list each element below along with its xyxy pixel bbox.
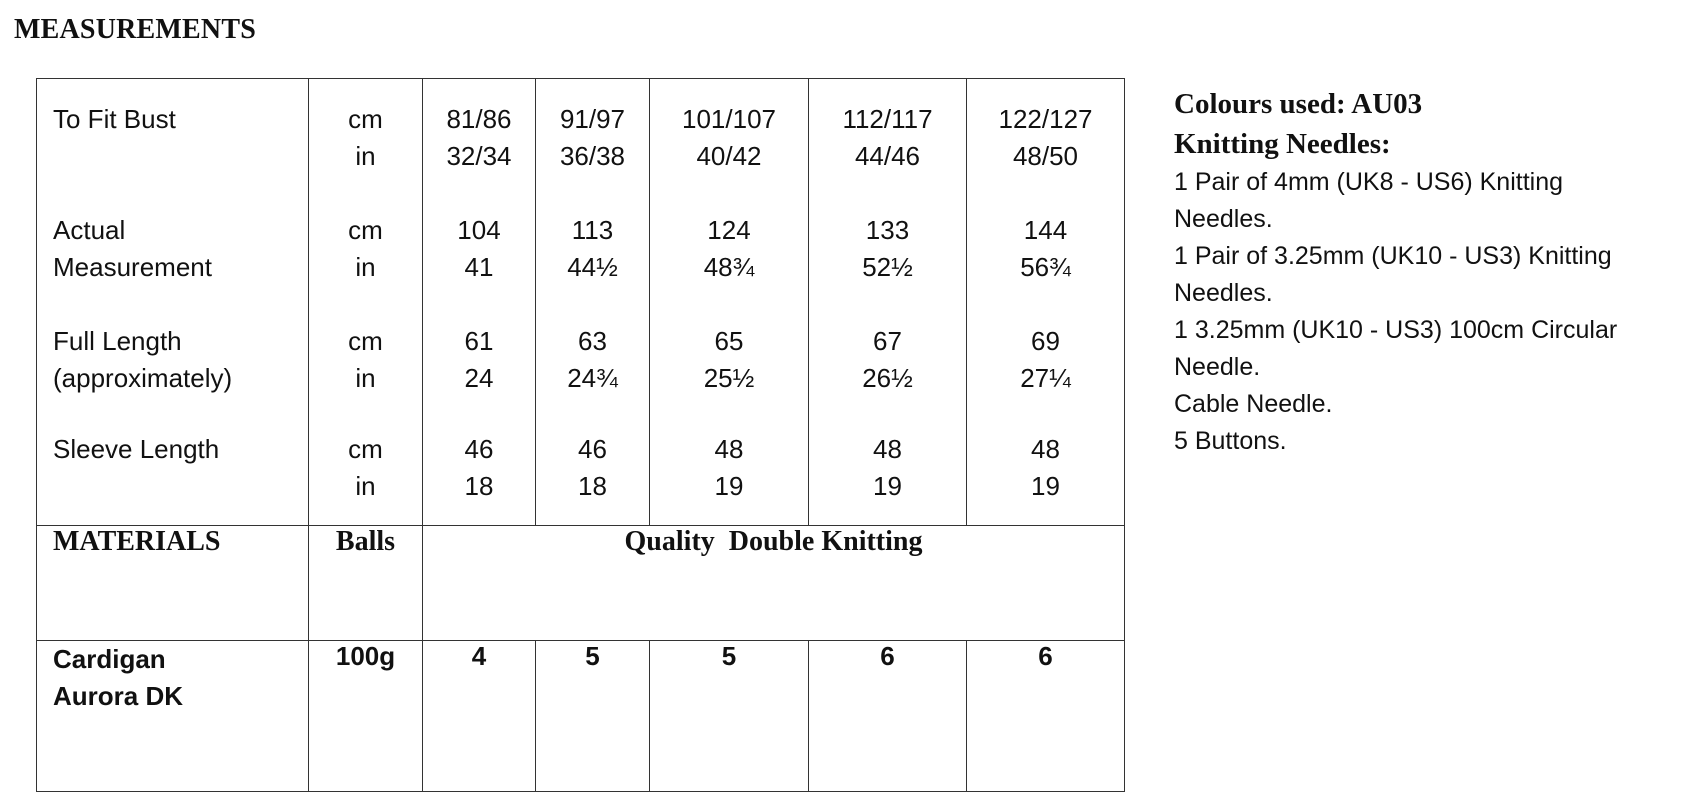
measurement-value-line: 24¾ [567, 363, 618, 393]
ball-count: 6 [967, 641, 1125, 792]
measurement-value-line: 124 [707, 215, 751, 245]
measurement-value-line: 69 [1031, 326, 1060, 356]
measurement-label [53, 323, 308, 397]
measurement-value-line: 46 [578, 434, 607, 464]
measurement-value [650, 431, 808, 505]
unit-label [309, 431, 422, 505]
measurement-value [809, 101, 966, 175]
measurement-rows [37, 79, 1125, 526]
measurement-value-line: 48/50 [1012, 141, 1079, 171]
measurement-value-line: 113 [571, 215, 614, 245]
measurement-value [650, 101, 808, 175]
measurement-value-line: 104 [457, 215, 501, 245]
measurement-value-line: 18 [464, 471, 494, 501]
measurement-value-line: 56¾ [1020, 252, 1071, 282]
measurement-value-line: 26½ [862, 363, 913, 393]
measurement-label-line: Full Length [53, 326, 182, 356]
measurement-value [536, 323, 649, 397]
colours-used: Colours used: AU03 [1174, 88, 1423, 120]
unit-label-line: in [355, 363, 376, 393]
unit-label-line: in [355, 252, 376, 282]
yarn-name [37, 641, 309, 792]
size-column-4 [809, 79, 967, 526]
measurement-value-line: 41 [464, 252, 494, 282]
unit-label-line: cm [348, 104, 383, 134]
measurement-value-line: 19 [1031, 471, 1060, 501]
measurement-value [423, 431, 535, 505]
measurement-value-line: 40/42 [696, 141, 762, 171]
measurement-value-line: 36/38 [559, 141, 626, 171]
measurement-value [967, 101, 1124, 175]
measurement-value-line: 24 [464, 363, 494, 393]
measurement-label-line: Sleeve Length [53, 434, 220, 464]
measurement-value-line: 133 [865, 215, 910, 245]
measurement-value [536, 431, 649, 505]
unit-label [309, 323, 422, 397]
ball-count: 5 [650, 641, 809, 792]
measurement-value-line: 101/107 [682, 104, 776, 134]
measurement-value-line: 61 [464, 326, 494, 356]
unit-label-line: cm [348, 326, 383, 356]
materials-sidebar [1174, 84, 1684, 460]
measurement-value-line: 63 [578, 326, 607, 356]
measurements-table [36, 78, 1125, 792]
size-column-5 [967, 79, 1125, 526]
measurement-value-line: 48 [1031, 434, 1060, 464]
measurement-value [967, 212, 1124, 286]
measurement-value-line: 19 [714, 471, 744, 501]
measurement-value [423, 323, 535, 397]
measurement-value [809, 212, 966, 286]
size-column-3 [650, 79, 809, 526]
ball-weight: 100g [309, 641, 423, 792]
measurement-value-line: 67 [873, 326, 902, 356]
unit-label-line: cm [348, 215, 383, 245]
unit-column [309, 79, 423, 526]
unit-label [309, 212, 422, 286]
measurement-value-line: 19 [873, 471, 902, 501]
ball-count: 4 [423, 641, 536, 792]
measurement-value [650, 212, 808, 286]
page-title: MEASUREMENTS [14, 14, 256, 45]
measurement-label [53, 431, 308, 468]
measurement-value-line: 48 [873, 434, 902, 464]
materials-label: MATERIALS [37, 526, 309, 641]
unit-label [309, 101, 422, 175]
needle-line: Needles. [1174, 205, 1273, 233]
measurement-value-line: 112/117 [842, 104, 933, 134]
measurement-value [809, 323, 966, 397]
measurement-value [809, 431, 966, 505]
needle-line: 5 Buttons. [1174, 427, 1287, 455]
measurement-value-line: 46 [464, 434, 494, 464]
measurement-value-line: 27¼ [1020, 363, 1071, 393]
needle-line: 1 Pair of 4mm (UK8 - US6) Knitting [1174, 168, 1564, 196]
unit-label-line: cm [348, 434, 383, 464]
measurement-value-line: 65 [714, 326, 744, 356]
quality-label: Quality Double Knitting [423, 526, 1125, 641]
measurement-value [536, 101, 649, 175]
measurement-value [423, 101, 535, 175]
measurement-value-line: 32/34 [446, 141, 512, 171]
measurement-value-line: 81/86 [446, 104, 512, 134]
measurement-value-line: 52½ [862, 252, 913, 282]
measurement-label [53, 212, 308, 286]
unit-label-line: in [355, 471, 376, 501]
ball-count: 5 [536, 641, 650, 792]
unit-label-line: in [355, 141, 376, 171]
needle-line: Needle. [1174, 353, 1261, 381]
measurement-label-line: Measurement [53, 252, 212, 282]
needle-line: Needles. [1174, 279, 1273, 307]
measurement-label-line: (approximately) [53, 363, 233, 393]
measurement-value-line: 44½ [567, 252, 618, 282]
measurement-label-line: Actual [53, 215, 126, 245]
measurement-value-line: 144 [1023, 215, 1068, 245]
measurement-value [650, 323, 808, 397]
needle-line: 1 Pair of 3.25mm (UK10 - US3) Knitting [1174, 242, 1612, 270]
needle-line: 1 3.25mm (UK10 - US3) 100cm Circular [1174, 316, 1618, 344]
measurement-value [536, 212, 649, 286]
measurement-value [423, 212, 535, 286]
ball-count: 6 [809, 641, 967, 792]
yarn-row [37, 641, 1125, 792]
measurement-value-line: 25½ [703, 363, 755, 393]
measurement-value-line: 122/127 [998, 104, 1093, 134]
measurement-value [967, 323, 1124, 397]
needle-line: Cable Needle. [1174, 390, 1333, 418]
size-column-2 [536, 79, 650, 526]
size-column-1 [423, 79, 536, 526]
measurement-value-line: 44/46 [854, 141, 921, 171]
garment-name: Cardigan [53, 644, 166, 674]
label-column [37, 79, 309, 526]
needles-list [1174, 164, 1684, 460]
needles-title: Knitting Needles: [1174, 128, 1391, 160]
measurement-label-line: To Fit Bust [53, 104, 176, 134]
measurement-value-line: 91/97 [559, 104, 626, 134]
materials-row [37, 526, 1125, 641]
measurement-label [53, 101, 308, 138]
balls-label: Balls [309, 526, 423, 641]
yarn-product-name: Aurora DK [53, 681, 184, 711]
measurement-value [967, 431, 1124, 505]
measurement-value-line: 48¾ [703, 252, 755, 282]
measurement-value-line: 18 [578, 471, 607, 501]
measurement-value-line: 48 [714, 434, 744, 464]
